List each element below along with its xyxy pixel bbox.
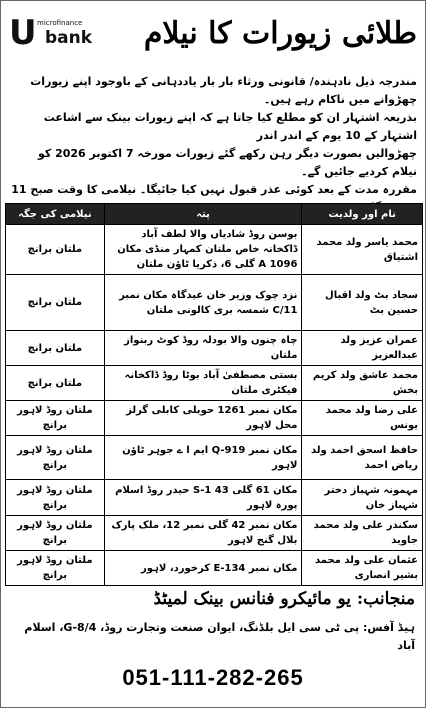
cell-name: سکندر علی ولد محمد جاوید — [302, 516, 423, 551]
header-name: نام اور ولدیت — [302, 204, 423, 225]
cell-name: سجاد بٹ ولد اقبال حسین بٹ — [302, 275, 423, 331]
u-bank-logo — [9, 15, 109, 53]
cell-location: ملتان روڈ لاہور برانچ — [6, 551, 105, 586]
cell-address: نزد چوک وزیر خان عیدگاہ مکان نمبر 11/C شمسہ بری کالونی ملتان — [104, 275, 302, 331]
cell-name: عثمان علی ولد محمد بشیر انصاری — [302, 551, 423, 586]
table-header-row — [6, 204, 423, 225]
cell-address: مکان نمبر 1261 حویلی کابلی گرلز محل لاہور — [104, 401, 302, 436]
table-row — [6, 275, 423, 331]
page-title: طلائی زیورات کا نیلام — [143, 16, 417, 51]
header-location: نیلامی کی جگہ — [6, 204, 105, 225]
cell-address: مکان نمبر Q-919 ایم ا ے جوہر ٹاؤن لاہور — [104, 436, 302, 480]
cell-location: ملتان روڈ لاہور برانچ — [6, 480, 105, 516]
table-row — [6, 480, 423, 516]
cell-address: چاہ چنوں والا بودلہ روڈ کوٹ ربنواز ملتان — [104, 331, 302, 366]
table-row — [6, 225, 423, 275]
phone-number: 051-111-282-265 — [122, 665, 304, 690]
notice-line: مقررہ مدت کے بعد کوئی عذر قبول نہیں کیا جائیگا۔ نیلامی کا وقت صبح 11 — [11, 183, 417, 196]
table-row — [6, 551, 423, 586]
cell-name: حافظ اسحق احمد ولد ریاض احمد — [302, 436, 423, 480]
issuer-line: منجانب: یو مائیکرو فنانس بینک لمیٹڈ — [153, 589, 415, 609]
cell-location: ملتان روڈ لاہور برانچ — [6, 516, 105, 551]
notice-paragraph — [11, 73, 417, 217]
cell-address: مکان نمبر E-134 کرخورد، لاہور — [104, 551, 302, 586]
cell-address: بوسن روڈ شادیاں والا لطف آباد ڈاکخانہ خاص ملتان کمہار منڈی مکان A 1096 گلی 6، ذکریا ٹاؤن ملتان — [104, 225, 302, 275]
auction-table — [5, 203, 423, 586]
notice-line: چھڑوالیں بصورت دیگر رہن رکھے گئے زیورات مورخہ 7 اکتوبر 2026 کو نیلام کردیے جائیں گے۔ — [37, 147, 417, 178]
cell-name: علی رضا ولد محمد یونس — [302, 401, 423, 436]
cell-location: ملتان روڈ لاہور برانچ — [6, 436, 105, 480]
table-row — [6, 516, 423, 551]
notice-line: مندرجہ ذیل نادہندہ/ قانونی ورثاء بار بار یاددہانی کے باوجود اپنے زیورات چھڑوانے میں ناکام رہے ہیں۔ — [30, 75, 417, 106]
table-row — [6, 331, 423, 366]
cell-name: عمران عزیز ولد عبدالعزیز — [302, 331, 423, 366]
table-row — [6, 366, 423, 401]
table-row — [6, 436, 423, 480]
table-row — [6, 401, 423, 436]
cell-name: محمد عاشق ولد کریم بخش — [302, 366, 423, 401]
cell-location: ملتان برانچ — [6, 225, 105, 275]
cell-address: مکان نمبر 42 گلی نمبر 12، ملک پارک بلال گنج لاہور — [104, 516, 302, 551]
cell-address: مکان 61 گلی 43 S-1 حیدر روڈ اسلام پورہ لاہور — [104, 480, 302, 516]
logo-letter: U — [9, 13, 37, 53]
head-office-address: ہیڈ آفس: پی ٹی سی ایل بلڈنگ، ایوان صنعت وتجارت روڈ، G-8/4، اسلام آباد — [24, 621, 415, 652]
cell-location: ملتان برانچ — [6, 366, 105, 401]
header-address: پتہ — [104, 204, 302, 225]
notice-line: بذریعہ اشتہار ان کو مطلع کیا جاتا ہے کہ اپنے زیورات بینک سے اشاعت اشتہار کے 10 یوم کے اندر اندر — [43, 111, 417, 142]
cell-name: مہمونہ شہباز دختر شہباز خان — [302, 480, 423, 516]
logo-wordmark: bank — [45, 28, 93, 48]
cell-location: ملتان برانچ — [6, 331, 105, 366]
cell-address: بستی مصطفیٰ آباد بوٹا روڈ ڈاکخانہ فیکٹری ملتان — [104, 366, 302, 401]
cell-name: محمد یاسر ولد محمد اشتیاق — [302, 225, 423, 275]
cell-location: ملتان روڈ لاہور برانچ — [6, 401, 105, 436]
logo-subtitle: microfinance — [37, 19, 83, 27]
cell-location: ملتان برانچ — [6, 275, 105, 331]
